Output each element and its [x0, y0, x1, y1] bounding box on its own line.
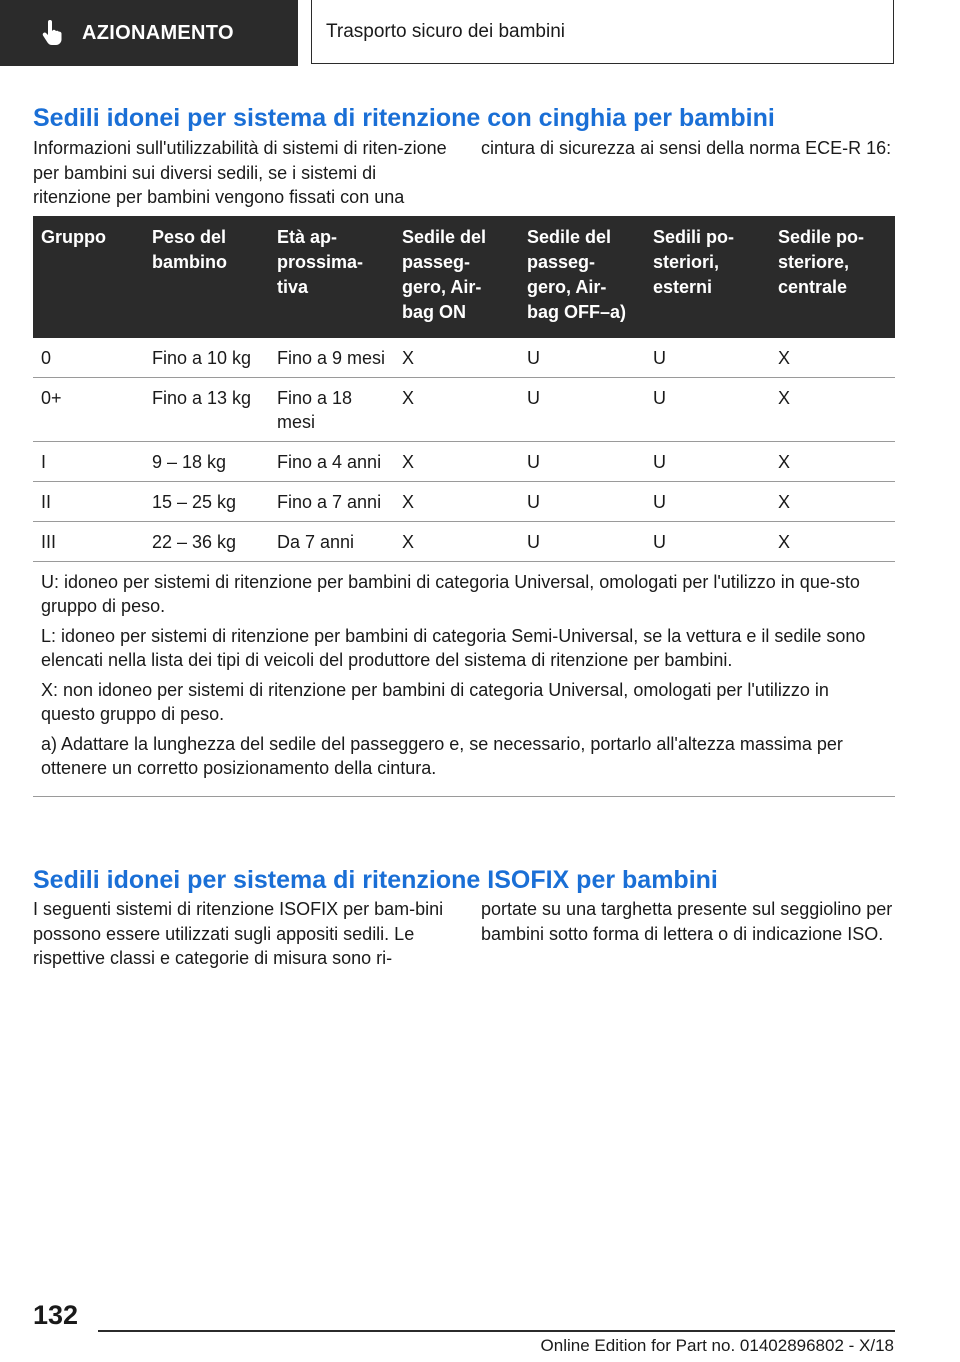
- table-notes: [33, 562, 895, 797]
- chapter-title: Trasporto sicuro dei bambini: [326, 20, 566, 42]
- note-u: U: idoneo per sistemi di ritenzione per bambini di categoria Universal, omologati per l'utilizzo in que-sto gruppo di peso.: [41, 572, 860, 616]
- table-cell: X: [770, 378, 895, 442]
- table-cell: III: [33, 522, 144, 562]
- section-title-belt-seats: Sedili idonei per sistema di ritenzione con cinghia per bambini: [33, 104, 775, 132]
- table-cell: U: [519, 482, 645, 522]
- table-cell: U: [519, 378, 645, 442]
- table-cell: Fino a 10 kg: [144, 338, 269, 378]
- seat-suitability-table: [33, 216, 895, 797]
- table-cell: 0: [33, 338, 144, 378]
- table-row: [33, 442, 895, 482]
- hand-pointer-icon: [38, 19, 66, 47]
- table-cell: U: [645, 482, 770, 522]
- table-cell: 15 – 25 kg: [144, 482, 269, 522]
- note-x: X: non idoneo per sistemi di ritenzione per bambini di categoria Universal, omologati per l'utilizzo in questo gruppo di peso.: [41, 680, 829, 724]
- table-row: [33, 522, 895, 562]
- table-cell: X: [394, 482, 519, 522]
- header-rear-center: Sedile po-steriore, centrale: [770, 216, 895, 338]
- table-cell: II: [33, 482, 144, 522]
- table-cell: X: [770, 482, 895, 522]
- table-cell: 9 – 18 kg: [144, 442, 269, 482]
- table-cell: X: [394, 378, 519, 442]
- table-row: [33, 482, 895, 522]
- table-cell: U: [519, 522, 645, 562]
- table-notes-row: [33, 562, 895, 797]
- table-cell: X: [770, 338, 895, 378]
- table-cell: Fino a 4 anni: [269, 442, 394, 482]
- table-cell: U: [519, 442, 645, 482]
- table-cell: X: [394, 522, 519, 562]
- table-cell: X: [394, 442, 519, 482]
- section-tab-label: AZIONAMENTO: [82, 21, 234, 44]
- footer-edition: Online Edition for Part no. 01402896802 - X/18: [540, 1336, 894, 1355]
- note-a: a) Adattare la lunghezza del sedile del passeggero e, se necessario, portarlo all'altezza massima per ottenere un corretto posizionamento della cintura.: [41, 734, 843, 778]
- isofix-text-right: portate su una targhetta presente sul seggiolino per bambini sotto forma di lettera o di indicazione ISO.: [481, 899, 893, 944]
- table-cell: X: [770, 522, 895, 562]
- page-number: 132: [33, 1300, 79, 1330]
- table-cell: 0+: [33, 378, 144, 442]
- header-airbag-on: Sedile del passeg-gero, Air-bag ON: [394, 216, 519, 338]
- intro-text-right: cintura di sicurezza ai sensi della norma ECE-R 16:: [481, 138, 892, 158]
- table-cell: Fino a 18 mesi: [269, 378, 394, 442]
- note-l: L: idoneo per sistemi di ritenzione per bambini di categoria Semi-Universal, se la vettura e il sedile sono elencati nella lista dei tipi di veicoli del produttore del sistema di ritenzione per bambini.: [41, 626, 866, 670]
- table-cell: I: [33, 442, 144, 482]
- table-cell: U: [645, 378, 770, 442]
- section-tab[interactable]: [0, 0, 298, 66]
- header-peso: Peso del bambino: [144, 216, 269, 338]
- header-eta: Età ap-prossima-tiva: [269, 216, 394, 338]
- table-cell: U: [645, 442, 770, 482]
- table-cell: Fino a 9 mesi: [269, 338, 394, 378]
- chapter-header: [311, 0, 894, 64]
- header-gruppo: Gruppo: [33, 216, 144, 338]
- table-header-row: [33, 216, 895, 338]
- intro-text-left: Informazioni sull'utilizzabilità di sistemi di riten-zione per bambini sui diversi sedili, se i sistemi di ritenzione per bambini vengono fissati con una: [33, 138, 447, 207]
- header-rear-outer: Sedili po-steriori, esterni: [645, 216, 770, 338]
- header-airbag-off: Sedile del passeg-gero, Air-bag OFF–a): [519, 216, 645, 338]
- table-cell: Fino a 7 anni: [269, 482, 394, 522]
- table-cell: U: [645, 522, 770, 562]
- footer-divider: [98, 1330, 895, 1332]
- table-row: [33, 338, 895, 378]
- table-cell: Da 7 anni: [269, 522, 394, 562]
- section-title-isofix: Sedili idonei per sistema di ritenzione ISOFIX per bambini: [33, 866, 718, 894]
- table-cell: Fino a 13 kg: [144, 378, 269, 442]
- table-cell: X: [770, 442, 895, 482]
- table-cell: X: [394, 338, 519, 378]
- table-row: [33, 378, 895, 442]
- table-cell: U: [645, 338, 770, 378]
- table-cell: U: [519, 338, 645, 378]
- table-cell: 22 – 36 kg: [144, 522, 269, 562]
- isofix-text-left: I seguenti sistemi di ritenzione ISOFIX per bam-bini possono essere utilizzati sugli appositi sedili. Le rispettive classi e categorie di misura sono ri-: [33, 899, 444, 968]
